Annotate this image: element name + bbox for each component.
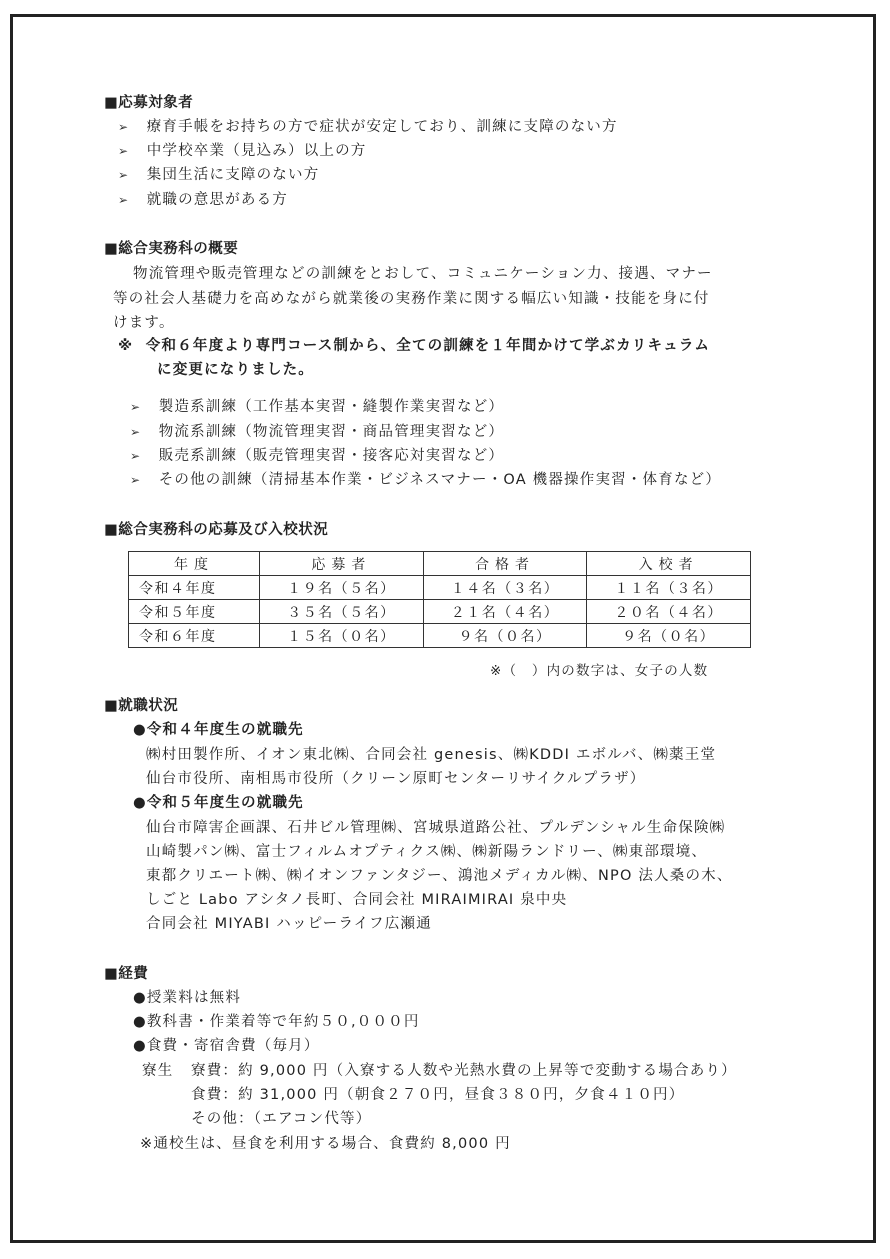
expense-item: ●教科書・作業着等で年約５０,０００円 xyxy=(133,1014,420,1030)
table-cell: ９名（０名） xyxy=(423,624,587,648)
section-heading-enrollment: ■総合実務科の応募及び入校状況 xyxy=(104,522,329,538)
table-row xyxy=(129,576,751,600)
commuter-note: ※通校生は、昼食を利用する場合、食費約 8,000 円 xyxy=(140,1136,511,1152)
training-item: ➢ 物流系訓練（物流管理実習・商品管理実習など） xyxy=(130,424,505,440)
training-item: ➢ 販売系訓練（販売管理実習・接客応対実習など） xyxy=(130,448,505,464)
arrow-bullet-icon: ➢ xyxy=(130,449,142,463)
overview-note-line: ※ 令和６年度より専門コース制から、全ての訓練を１年間かけて学ぶカリキュラム xyxy=(118,338,711,354)
expense-item: ●食費・寄宿舎費（毎月） xyxy=(133,1038,320,1054)
table-cell: 令和５年度 xyxy=(129,600,260,624)
table-cell: １１名（３名） xyxy=(587,576,751,600)
employer-line: 合同会社 MIYABI ハッピーライフ広瀬通 xyxy=(146,916,432,932)
list-item: ➢ 中学校卒業（見込み）以上の方 xyxy=(118,143,367,159)
list-item: ➢ 療育手帳をお持ちの方で症状が安定しており、訓練に支障のない方 xyxy=(118,119,618,135)
table-header-cell: 入校者 xyxy=(587,552,751,576)
dorm-label: 寮生 xyxy=(142,1063,174,1079)
list-item: ➢ 集団生活に支障のない方 xyxy=(118,167,320,183)
arrow-bullet-icon: ➢ xyxy=(130,473,142,487)
employment-group-title: ●令和４年度生の就職先 xyxy=(133,722,304,738)
table-cell: ２０名（４名） xyxy=(587,600,751,624)
table-footnote: ※（ ）内の数字は、女子の人数 xyxy=(490,663,709,679)
section-heading-employment: ■就職状況 xyxy=(104,698,179,714)
table-cell: １９名（５名） xyxy=(260,576,424,600)
expense-item: ●授業料は無料 xyxy=(133,990,242,1006)
table-header-row xyxy=(129,552,751,576)
table-header-cell: 年度 xyxy=(129,552,260,576)
note-mark: ※ xyxy=(118,338,134,354)
enrollment-table xyxy=(128,551,751,648)
dorm-cost-line: 寮費：約 9,000 円（入寮する人数や光熱水費の上昇等で変動する場合あり） xyxy=(191,1063,737,1079)
arrow-bullet-icon: ➢ xyxy=(118,168,130,182)
overview-text-line: けます。 xyxy=(113,315,175,331)
table-cell: １５名（０名） xyxy=(260,624,424,648)
arrow-bullet-icon: ➢ xyxy=(118,193,130,207)
employer-line: 東都クリエート㈱、㈱イオンファンタジー、鴻池メディカル㈱、NPO 法人桑の木、 xyxy=(146,868,733,884)
training-item: ➢ 製造系訓練（工作基本実習・縫製作業実習など） xyxy=(130,399,505,415)
table-cell: ３５名（５名） xyxy=(260,600,424,624)
table-cell: １４名（３名） xyxy=(423,576,587,600)
employer-line: 山崎製パン㈱、富士フィルムオプティクス㈱、㈱新陽ランドリー、㈱東部環境、 xyxy=(146,844,708,860)
employer-line: 仙台市役所、南相馬市役所（クリーン原町センターリサイクルプラザ） xyxy=(146,771,646,787)
employer-line: ㈱村田製作所、イオン東北㈱、合同会社 genesis、㈱KDDI エボルバ、㈱薬王堂 xyxy=(146,747,717,763)
table-row xyxy=(129,624,751,648)
list-item: ➢ 就職の意思がある方 xyxy=(118,192,289,208)
table-cell: ９名（０名） xyxy=(587,624,751,648)
arrow-bullet-icon: ➢ xyxy=(118,120,130,134)
dorm-cost-line: 食費：約 31,000 円（朝食２７０円，昼食３８０円，夕食４１０円） xyxy=(191,1087,685,1103)
section-heading-expenses: ■経費 xyxy=(104,966,149,982)
arrow-bullet-icon: ➢ xyxy=(130,400,142,414)
employer-line: 仙台市障害企画課、石井ビル管理㈱、宮城県道路公社、プルデンシャル生命保険㈱ xyxy=(146,820,726,836)
training-item: ➢ その他の訓練（清掃基本作業・ビジネスマナー・OA 機器操作実習・体育など） xyxy=(130,472,722,488)
overview-text-line: 物流管理や販売管理などの訓練をとおして、コミュニケーション力、接遇、マナー xyxy=(133,266,713,282)
employer-line: しごと Labo アシタノ長町、合同会社 MIRAIMIRAI 泉中央 xyxy=(146,892,568,908)
table-cell: ２１名（４名） xyxy=(423,600,587,624)
table-header-cell: 合格者 xyxy=(423,552,587,576)
table-header-cell: 応募者 xyxy=(260,552,424,576)
overview-text-line: 等の社会人基礎力を高めながら就業後の実務作業に関する幅広い知識・技能を身に付 xyxy=(113,291,710,307)
dorm-cost-line: その他：（エアコン代等） xyxy=(191,1111,372,1127)
arrow-bullet-icon: ➢ xyxy=(118,144,130,158)
arrow-bullet-icon: ➢ xyxy=(130,425,142,439)
table-cell: 令和４年度 xyxy=(129,576,260,600)
section-heading-applicants: ■応募対象者 xyxy=(104,95,194,111)
table-cell: 令和６年度 xyxy=(129,624,260,648)
overview-note-line: に変更になりました。 xyxy=(157,362,314,378)
section-heading-overview: ■総合実務科の概要 xyxy=(104,241,239,257)
table-row xyxy=(129,600,751,624)
employment-group-title: ●令和５年度生の就職先 xyxy=(133,795,304,811)
